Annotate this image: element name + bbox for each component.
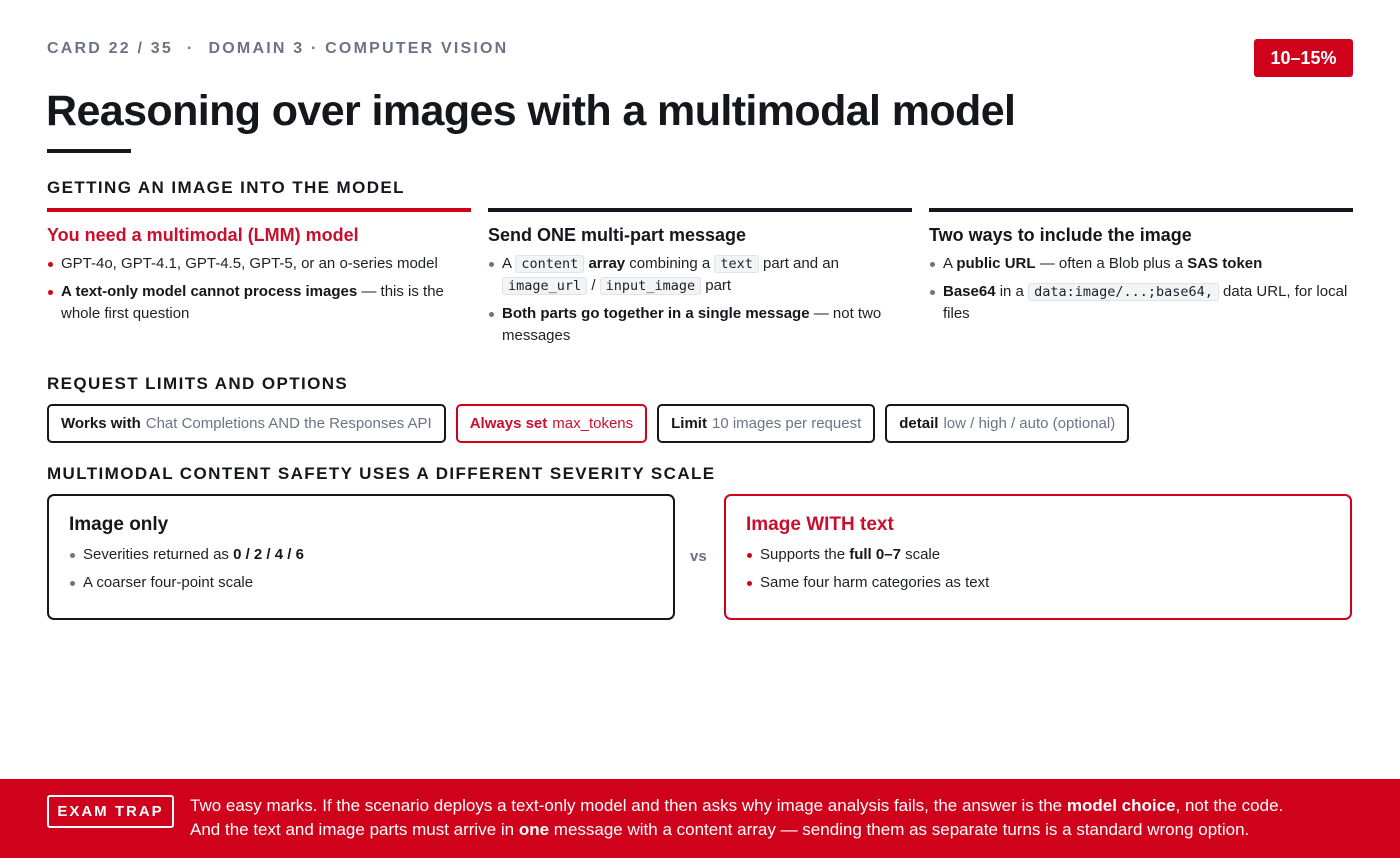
pill-value: low / high / auto (optional) [943, 415, 1116, 432]
bullet-text: — often a Blob plus a [1035, 255, 1188, 272]
trap-text-part: Two easy marks. If the scenario deploys a text-only model and then asks why image analysis fails, the answer is the [190, 796, 1067, 815]
list-item [746, 544, 1330, 566]
eyebrow-separator: · [187, 40, 195, 57]
code-text: text [714, 255, 759, 273]
trap-text-part: message with a content array — sending them as separate turns is a standard wrong option. [549, 820, 1250, 839]
list-item [488, 303, 912, 347]
bullet-text: Supports the [760, 546, 850, 563]
bullet-icon [747, 581, 752, 586]
pill-value: Chat Completions AND the Responses API [145, 415, 432, 432]
bullet-text: A [502, 255, 516, 272]
header [47, 39, 1353, 79]
card-image-only [47, 494, 675, 620]
bullet-icon [70, 553, 75, 558]
section-heading-image-input: GETTING AN IMAGE INTO THE MODEL [47, 178, 405, 197]
weight-badge: 10–15% [1254, 39, 1353, 77]
trap-text-part: , not the code. [1175, 796, 1284, 815]
bullet-icon [48, 262, 53, 267]
trap-text-bold: model choice [1066, 796, 1176, 815]
option-pills [47, 404, 1129, 443]
bullet-bold: A text-only model cannot process images [61, 283, 358, 300]
pill-value: max_tokens [552, 415, 634, 432]
bullet-text: part and an [758, 255, 839, 272]
bullet-text: A coarser four-point scale [83, 574, 254, 591]
bullet-icon [70, 581, 75, 586]
bullet-bold: Base64 [943, 283, 996, 300]
exam-trap-label: EXAM TRAP [47, 795, 174, 828]
bullet-text: in a [995, 283, 1029, 300]
bullet-text: data URL, for local files [943, 283, 1348, 322]
domain-label: DOMAIN 3 · COMPUTER VISION [208, 40, 509, 57]
bullet-icon [48, 290, 53, 295]
bullet-text: Severities returned as [83, 546, 234, 563]
column-multimodal-model [47, 208, 471, 331]
bullet-icon [489, 312, 494, 317]
pill-key: Always set [469, 415, 548, 432]
card-counter: CARD 22 / 35 [47, 40, 173, 57]
list-item [488, 253, 912, 297]
pill-value: 10 images per request [711, 415, 862, 432]
column-title: Two ways to include the image [929, 225, 1192, 245]
bullet-bold: SAS token [1187, 255, 1263, 272]
bullet-text: Same four harm categories as text [760, 574, 990, 591]
card-image-with-text [724, 494, 1352, 620]
code-image-url: image_url [502, 277, 587, 295]
bullet-text: scale [900, 546, 941, 563]
card-title: Image only [69, 514, 169, 535]
bullet-text: GPT-4o, GPT-4.1, GPT-4.5, GPT-5, or an o-series model [61, 255, 438, 272]
pill-detail [885, 404, 1129, 443]
column-multipart-message [488, 208, 912, 353]
list-item [929, 253, 1353, 275]
bullet-text: combining a [625, 255, 715, 272]
versus-label: vs [690, 548, 707, 565]
pill-key: Works with [61, 415, 141, 432]
bullet-icon [747, 553, 752, 558]
column-title: Send ONE multi-part message [488, 225, 747, 245]
list-item [746, 572, 1330, 594]
bullet-text: — this is the whole first question [61, 283, 444, 322]
bullet-bold: 0 / 2 / 4 / 6 [233, 546, 304, 563]
section-heading-content-safety: MULTIMODAL CONTENT SAFETY USES A DIFFERENT SEVERITY SCALE [47, 464, 716, 483]
exam-trap-banner [0, 779, 1400, 858]
pill-key: Limit [671, 415, 707, 432]
bullet-bold: public URL [956, 255, 1036, 272]
bullet-icon [489, 262, 494, 267]
list-item [69, 544, 653, 566]
pill-key: detail [899, 415, 939, 432]
bullet-text: — not two messages [502, 305, 882, 344]
bullet-bold: Both parts go together in a single message [502, 305, 810, 322]
column-title: You need a multimodal (LMM) model [47, 225, 359, 245]
exam-trap-text [190, 794, 1370, 842]
card-title: Image WITH text [746, 514, 894, 535]
section-heading-request-limits: REQUEST LIMITS AND OPTIONS [47, 374, 349, 393]
card-eyebrow [47, 39, 1353, 59]
pill-max-tokens [456, 404, 647, 443]
list-item [47, 253, 471, 275]
page-title: Reasoning over images with a multimodal model [46, 87, 1016, 135]
code-input-image: input_image [600, 277, 701, 295]
bullet-icon [930, 262, 935, 267]
list-item [929, 281, 1353, 325]
trap-text-bold: one [518, 820, 550, 839]
code-data-url: data:image/...;base64, [1028, 283, 1219, 301]
title-underline [47, 149, 131, 153]
list-item [47, 281, 471, 325]
bullet-icon [930, 290, 935, 295]
bullet-text: part [701, 277, 732, 294]
bullet-text: / [587, 277, 600, 294]
bullet-text: A [943, 255, 957, 272]
pill-works-with [47, 404, 446, 443]
list-item [69, 572, 653, 594]
bullet-bold: full 0–7 [849, 546, 901, 563]
column-include-image [929, 208, 1353, 331]
pill-image-limit [657, 404, 875, 443]
trap-text-part: And the text and image parts must arrive in [190, 820, 519, 839]
bullet-bold: array [588, 255, 626, 272]
code-content: content [515, 255, 584, 273]
